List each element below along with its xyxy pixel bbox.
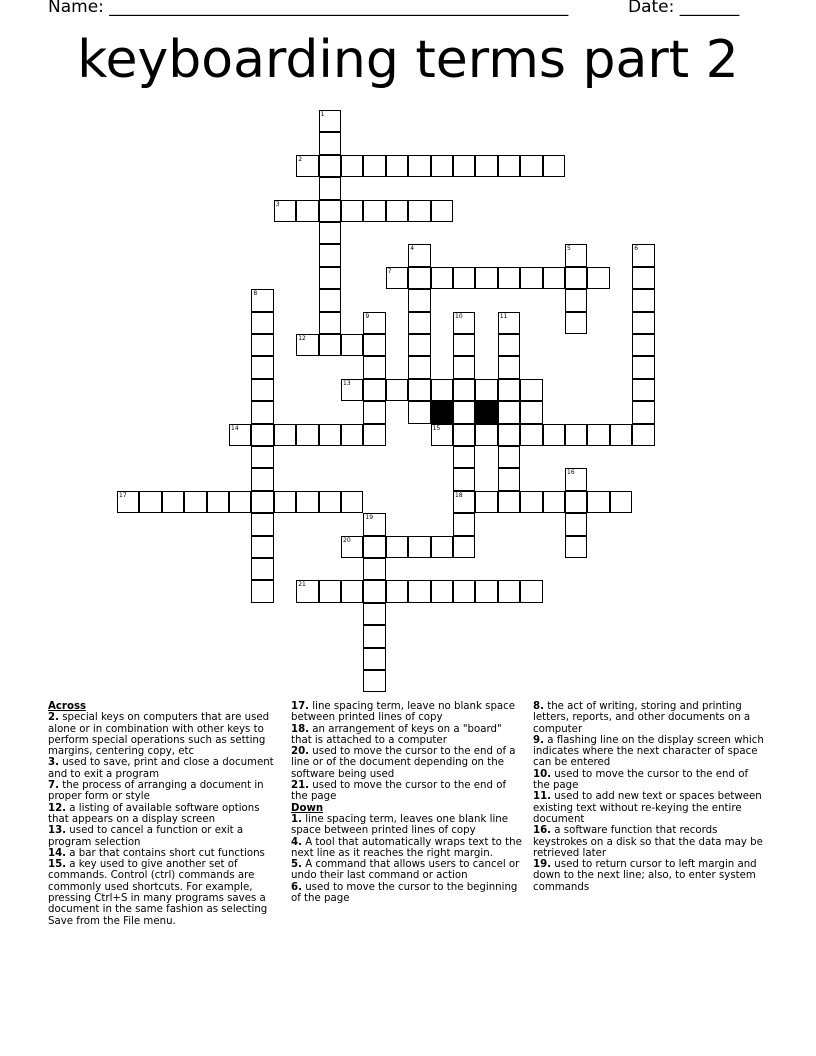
grid-cell[interactable] bbox=[251, 356, 273, 378]
clue-item bbox=[533, 735, 767, 769]
grid-cell[interactable] bbox=[296, 334, 318, 356]
clue-number-label: 18. bbox=[291, 723, 310, 735]
clue-number: 4 bbox=[410, 245, 415, 253]
grid-cell[interactable] bbox=[498, 424, 520, 446]
grid-cell[interactable] bbox=[319, 110, 341, 132]
clue-item bbox=[48, 712, 280, 757]
grid-cell[interactable] bbox=[565, 491, 587, 513]
grid-cell[interactable] bbox=[632, 401, 654, 423]
clue-number-label: 14. bbox=[48, 847, 67, 859]
grid-cell[interactable] bbox=[498, 379, 520, 401]
clue-item bbox=[48, 780, 280, 803]
grid-cell[interactable] bbox=[251, 289, 273, 311]
grid-cell[interactable] bbox=[453, 536, 475, 558]
clue-item bbox=[48, 859, 280, 927]
clue-text: used to move the cursor to the end of the page bbox=[533, 768, 749, 792]
grid-cell[interactable] bbox=[498, 155, 520, 177]
grid-cell[interactable] bbox=[431, 267, 453, 289]
grid-cell[interactable] bbox=[363, 648, 385, 670]
clue-item bbox=[533, 859, 767, 893]
clue-item bbox=[48, 803, 280, 826]
clue-number: 21 bbox=[298, 581, 306, 589]
grid-cell[interactable] bbox=[319, 132, 341, 154]
grid-cell[interactable] bbox=[520, 580, 542, 602]
grid-cell[interactable] bbox=[341, 155, 363, 177]
clue-text: an arrangement of keys on a "board" that is attached to a computer bbox=[291, 723, 502, 746]
grid-cell[interactable] bbox=[251, 468, 273, 490]
grid-cell[interactable] bbox=[162, 491, 184, 513]
clues-column-1 bbox=[48, 701, 280, 927]
grid-cell[interactable] bbox=[229, 491, 251, 513]
grid-cell[interactable] bbox=[498, 468, 520, 490]
grid-cell[interactable] bbox=[520, 491, 542, 513]
grid-cell[interactable] bbox=[341, 536, 363, 558]
clue-number-label: 3. bbox=[48, 757, 59, 769]
grid-cell[interactable] bbox=[363, 603, 385, 625]
grid-cell[interactable] bbox=[319, 491, 341, 513]
grid-cell[interactable] bbox=[475, 155, 497, 177]
grid-cell[interactable] bbox=[408, 312, 430, 334]
grid-cell[interactable] bbox=[475, 580, 497, 602]
grid-cell[interactable] bbox=[632, 289, 654, 311]
grid-cell[interactable] bbox=[251, 513, 273, 535]
grid-cell[interactable] bbox=[498, 356, 520, 378]
grid-cell[interactable] bbox=[251, 491, 273, 513]
clue-item bbox=[291, 814, 525, 837]
grid-cell[interactable] bbox=[431, 200, 453, 222]
grid-cell[interactable] bbox=[520, 155, 542, 177]
grid-cell[interactable] bbox=[251, 536, 273, 558]
clue-text: used to save, print and close a document and to exit a program bbox=[48, 757, 274, 780]
grid-cell[interactable] bbox=[475, 424, 497, 446]
grid-cell[interactable] bbox=[363, 580, 385, 602]
grid-cell[interactable] bbox=[498, 267, 520, 289]
grid-cell[interactable] bbox=[453, 312, 475, 334]
grid-cell[interactable] bbox=[431, 379, 453, 401]
clue-text: line spacing term, leaves one blank line space between printed lines of copy bbox=[291, 813, 509, 837]
clue-number: 5 bbox=[567, 245, 571, 253]
grid-cell[interactable] bbox=[408, 580, 430, 602]
grid-cell[interactable] bbox=[341, 200, 363, 222]
clue-number-label: 13. bbox=[48, 825, 67, 837]
clue-number: 17 bbox=[119, 491, 127, 499]
grid-cell[interactable] bbox=[408, 536, 430, 558]
grid-cell[interactable] bbox=[453, 155, 475, 177]
grid-cell[interactable] bbox=[431, 424, 453, 446]
grid-cell[interactable] bbox=[565, 468, 587, 490]
clue-item bbox=[48, 825, 280, 848]
grid-cell[interactable] bbox=[408, 155, 430, 177]
grid-cell[interactable] bbox=[408, 401, 430, 423]
grid-cell[interactable] bbox=[296, 200, 318, 222]
clue-heading-across: Across bbox=[48, 701, 87, 712]
clue-item bbox=[533, 769, 767, 792]
clue-number-label: 17. bbox=[291, 701, 310, 712]
clue-number: 3 bbox=[275, 200, 280, 208]
clue-text: a bar that contains short cut functions bbox=[66, 847, 265, 859]
grid-cell[interactable] bbox=[565, 267, 587, 289]
grid-cell[interactable] bbox=[610, 424, 632, 446]
grid-cell[interactable] bbox=[386, 379, 408, 401]
grid-cell[interactable] bbox=[296, 155, 318, 177]
clue-text: a software function that records keystrokes on a disk so that the data may be retrieved later bbox=[533, 825, 763, 859]
clue-number-label: 7. bbox=[48, 780, 59, 792]
grid-cell[interactable] bbox=[363, 424, 385, 446]
grid-cell[interactable] bbox=[565, 424, 587, 446]
clues-column-3 bbox=[533, 701, 767, 893]
grid-cell[interactable] bbox=[565, 244, 587, 266]
clue-text: line spacing term, leave no blank space between printed lines of copy bbox=[291, 701, 516, 724]
grid-cell[interactable] bbox=[251, 401, 273, 423]
clue-heading-down: Down bbox=[291, 802, 324, 814]
grid-cell[interactable] bbox=[363, 200, 385, 222]
clue-number-label: 19. bbox=[533, 859, 552, 871]
clue-text: a key used to give another set of commands. Control (ctrl) commands are commonly used shortcuts. For example, pressing Ctrl+S in many programs saves a document in the same fashion as selecting Save from the File menu. bbox=[48, 859, 268, 927]
clue-number-label: 21. bbox=[291, 780, 310, 792]
clue-item bbox=[533, 791, 767, 825]
clue-text: used to move the cursor to the end of a line or of the document depending on the software being used bbox=[291, 746, 516, 780]
clue-text: used to cancel a function or exit a program selection bbox=[48, 825, 244, 848]
clue-number: 6 bbox=[634, 245, 639, 253]
grid-cell[interactable] bbox=[251, 334, 273, 356]
grid-cell[interactable] bbox=[408, 289, 430, 311]
clues-column-2 bbox=[291, 701, 525, 904]
grid-cell[interactable] bbox=[520, 424, 542, 446]
grid-cell[interactable] bbox=[341, 334, 363, 356]
grid-cell[interactable] bbox=[319, 177, 341, 199]
grid-cell[interactable] bbox=[251, 446, 273, 468]
clue-number: 10 bbox=[455, 312, 463, 320]
grid-cell[interactable] bbox=[453, 334, 475, 356]
clue-number: 20 bbox=[343, 536, 351, 544]
clue-number: 1 bbox=[320, 111, 325, 118]
grid-cell[interactable] bbox=[431, 536, 453, 558]
clue-number: 19 bbox=[365, 514, 374, 522]
grid-cell[interactable] bbox=[565, 513, 587, 535]
grid-cell[interactable] bbox=[520, 379, 542, 401]
grid-cell[interactable] bbox=[319, 312, 341, 334]
grid-cell[interactable] bbox=[408, 334, 430, 356]
clue-item bbox=[291, 837, 525, 860]
grid-cell[interactable] bbox=[363, 401, 385, 423]
grid-cell[interactable] bbox=[363, 334, 385, 356]
grid-cell-black bbox=[475, 401, 497, 423]
grid-cell[interactable] bbox=[498, 446, 520, 468]
grid-cell[interactable] bbox=[453, 424, 475, 446]
grid-cell[interactable] bbox=[587, 491, 609, 513]
grid-cell[interactable] bbox=[453, 267, 475, 289]
grid-cell[interactable] bbox=[386, 580, 408, 602]
clue-number: 11 bbox=[499, 312, 508, 320]
clue-item bbox=[291, 780, 525, 803]
grid-cell[interactable] bbox=[475, 491, 497, 513]
grid-cell[interactable] bbox=[363, 670, 385, 692]
clue-text: used to add new text or spaces between existing text without re-keying the entire document bbox=[533, 791, 762, 825]
grid-cell[interactable] bbox=[139, 491, 161, 513]
clue-number-label: 15. bbox=[48, 859, 67, 871]
grid-cell[interactable] bbox=[453, 491, 475, 513]
grid-cell[interactable] bbox=[498, 334, 520, 356]
grid-cell[interactable] bbox=[632, 244, 654, 266]
clue-text: used to return cursor to left margin and down to the next line; also, to enter system commands bbox=[533, 859, 757, 893]
grid-cell[interactable] bbox=[520, 401, 542, 423]
grid-cell[interactable] bbox=[296, 491, 318, 513]
grid-cell[interactable] bbox=[632, 379, 654, 401]
grid-cell[interactable] bbox=[453, 580, 475, 602]
clue-number-label: 11. bbox=[533, 791, 552, 803]
clue-text: used to move the cursor to the end of the page bbox=[291, 780, 507, 803]
grid-cell[interactable] bbox=[453, 401, 475, 423]
grid-cell[interactable] bbox=[565, 312, 587, 334]
grid-cell[interactable] bbox=[363, 379, 385, 401]
grid-cell[interactable] bbox=[251, 580, 273, 602]
grid-cell[interactable] bbox=[184, 491, 206, 513]
grid-cell[interactable] bbox=[251, 558, 273, 580]
grid-cell[interactable] bbox=[475, 379, 497, 401]
clue-text: the act of writing, storing and printing letters, reports, and other documents on a computer bbox=[533, 701, 751, 735]
clue-number: 13 bbox=[343, 379, 351, 387]
clue-number-label: 12. bbox=[48, 802, 67, 814]
grid-cell[interactable] bbox=[498, 401, 520, 423]
grid-cell[interactable] bbox=[408, 356, 430, 378]
clue-number-label: 10. bbox=[533, 768, 552, 780]
name-field[interactable]: Name: ______________________________________________________ bbox=[48, 0, 569, 17]
grid-cell[interactable] bbox=[520, 267, 542, 289]
grid-cell[interactable] bbox=[587, 267, 609, 289]
clue-item bbox=[291, 746, 525, 780]
grid-cell[interactable] bbox=[319, 267, 341, 289]
clue-number: 16 bbox=[567, 469, 575, 477]
grid-cell[interactable] bbox=[632, 267, 654, 289]
clue-number-label: 1. bbox=[291, 813, 302, 825]
grid-cell[interactable] bbox=[408, 244, 430, 266]
grid-cell[interactable] bbox=[386, 267, 408, 289]
grid-cell[interactable] bbox=[431, 580, 453, 602]
clue-number-label: 16. bbox=[533, 825, 552, 837]
grid-cell[interactable] bbox=[363, 558, 385, 580]
clue-text: a flashing line on the display screen which indicates where the next character of space can be entered bbox=[533, 734, 764, 769]
grid-cell[interactable] bbox=[565, 289, 587, 311]
clue-item bbox=[291, 724, 525, 747]
grid-cell[interactable] bbox=[431, 155, 453, 177]
clue-number: 12 bbox=[298, 335, 306, 342]
grid-cell[interactable] bbox=[319, 155, 341, 177]
grid-cell[interactable] bbox=[498, 312, 520, 334]
date-field[interactable]: Date: _______ bbox=[628, 0, 740, 17]
grid-cell[interactable] bbox=[543, 491, 565, 513]
grid-cell[interactable] bbox=[319, 334, 341, 356]
grid-cell[interactable] bbox=[341, 379, 363, 401]
grid-cell[interactable] bbox=[475, 267, 497, 289]
clue-item bbox=[291, 701, 525, 724]
grid-cell[interactable] bbox=[386, 536, 408, 558]
grid-cell[interactable] bbox=[296, 580, 318, 602]
clue-number-label: 8. bbox=[533, 701, 544, 712]
grid-cell[interactable] bbox=[117, 491, 139, 513]
clue-text: a listing of available software options that appears on a display screen bbox=[48, 802, 260, 825]
grid-cell[interactable] bbox=[498, 580, 520, 602]
grid-cell[interactable] bbox=[453, 468, 475, 490]
clue-number-label: 4. bbox=[291, 836, 302, 848]
clue-number: 15 bbox=[432, 424, 441, 432]
grid-cell[interactable] bbox=[341, 424, 363, 446]
clue-item bbox=[291, 859, 525, 882]
clue-text: A command that allows users to cancel or undo their last command or action bbox=[291, 859, 520, 882]
clue-number-label: 5. bbox=[291, 859, 302, 871]
grid-cell[interactable] bbox=[453, 379, 475, 401]
grid-cell[interactable] bbox=[319, 200, 341, 222]
grid-cell[interactable] bbox=[363, 356, 385, 378]
clue-item bbox=[533, 701, 767, 735]
grid-cell[interactable] bbox=[408, 379, 430, 401]
clue-text: used to move the cursor to the beginning of the page bbox=[291, 881, 518, 905]
grid-cell[interactable] bbox=[632, 334, 654, 356]
grid-cell[interactable] bbox=[207, 491, 229, 513]
clue-item bbox=[291, 882, 525, 905]
grid-cell[interactable] bbox=[274, 491, 296, 513]
grid-cell[interactable] bbox=[319, 580, 341, 602]
grid-cell[interactable] bbox=[632, 356, 654, 378]
clue-text: special keys on computers that are used alone or in combination with other keys to perform special operations such as setting margins, centering copy, etc bbox=[48, 712, 270, 758]
grid-cell[interactable] bbox=[319, 244, 341, 266]
grid-cell[interactable] bbox=[408, 267, 430, 289]
grid-cell[interactable] bbox=[341, 491, 363, 513]
grid-cell-black bbox=[431, 401, 453, 423]
clue-text: the process of arranging a document in proper form or style bbox=[48, 780, 264, 803]
grid-cell[interactable] bbox=[363, 625, 385, 647]
grid-cell[interactable] bbox=[296, 424, 318, 446]
grid-cell[interactable] bbox=[251, 424, 273, 446]
grid-cell[interactable] bbox=[498, 491, 520, 513]
grid-cell[interactable] bbox=[274, 424, 296, 446]
clue-number-label: 20. bbox=[291, 746, 310, 758]
clue-number: 8 bbox=[253, 290, 258, 298]
clue-number: 9 bbox=[365, 312, 370, 320]
grid-cell[interactable] bbox=[319, 222, 341, 244]
grid-cell[interactable] bbox=[341, 580, 363, 602]
clue-number: 2 bbox=[298, 155, 303, 163]
grid-cell[interactable] bbox=[251, 379, 273, 401]
clue-item bbox=[48, 848, 280, 859]
grid-cell[interactable] bbox=[565, 536, 587, 558]
grid-cell[interactable] bbox=[274, 200, 296, 222]
grid-cell[interactable] bbox=[610, 491, 632, 513]
clue-number: 14 bbox=[231, 424, 239, 432]
clue-number: 7 bbox=[387, 267, 392, 275]
grid-cell[interactable] bbox=[543, 267, 565, 289]
grid-cell[interactable] bbox=[386, 200, 408, 222]
grid-cell[interactable] bbox=[632, 312, 654, 334]
grid-cell[interactable] bbox=[363, 312, 385, 334]
page-title: keyboarding terms part 2 bbox=[77, 30, 739, 90]
grid-cell[interactable] bbox=[408, 200, 430, 222]
grid-cell[interactable] bbox=[543, 424, 565, 446]
clue-number-label: 6. bbox=[291, 881, 302, 893]
grid-cell[interactable] bbox=[319, 424, 341, 446]
grid-cell[interactable] bbox=[229, 424, 251, 446]
clue-item bbox=[48, 757, 280, 780]
grid-cell[interactable] bbox=[319, 289, 341, 311]
clue-item bbox=[533, 825, 767, 859]
grid-cell[interactable] bbox=[453, 356, 475, 378]
clue-text: A tool that automatically wraps text to the next line as it reaches the right margin. bbox=[291, 836, 522, 859]
clue-number: 18 bbox=[455, 491, 463, 499]
clue-number-label: 9. bbox=[533, 734, 544, 746]
grid-cell[interactable] bbox=[632, 424, 654, 446]
grid-cell[interactable] bbox=[363, 155, 385, 177]
grid-cell[interactable] bbox=[543, 155, 565, 177]
grid-cell[interactable] bbox=[587, 424, 609, 446]
grid-cell[interactable] bbox=[363, 536, 385, 558]
grid-cell[interactable] bbox=[251, 312, 273, 334]
grid-cell[interactable] bbox=[453, 513, 475, 535]
grid-cell[interactable] bbox=[363, 513, 385, 535]
clue-number-label: 2. bbox=[48, 712, 59, 724]
grid-cell[interactable] bbox=[453, 446, 475, 468]
grid-cell[interactable] bbox=[386, 155, 408, 177]
